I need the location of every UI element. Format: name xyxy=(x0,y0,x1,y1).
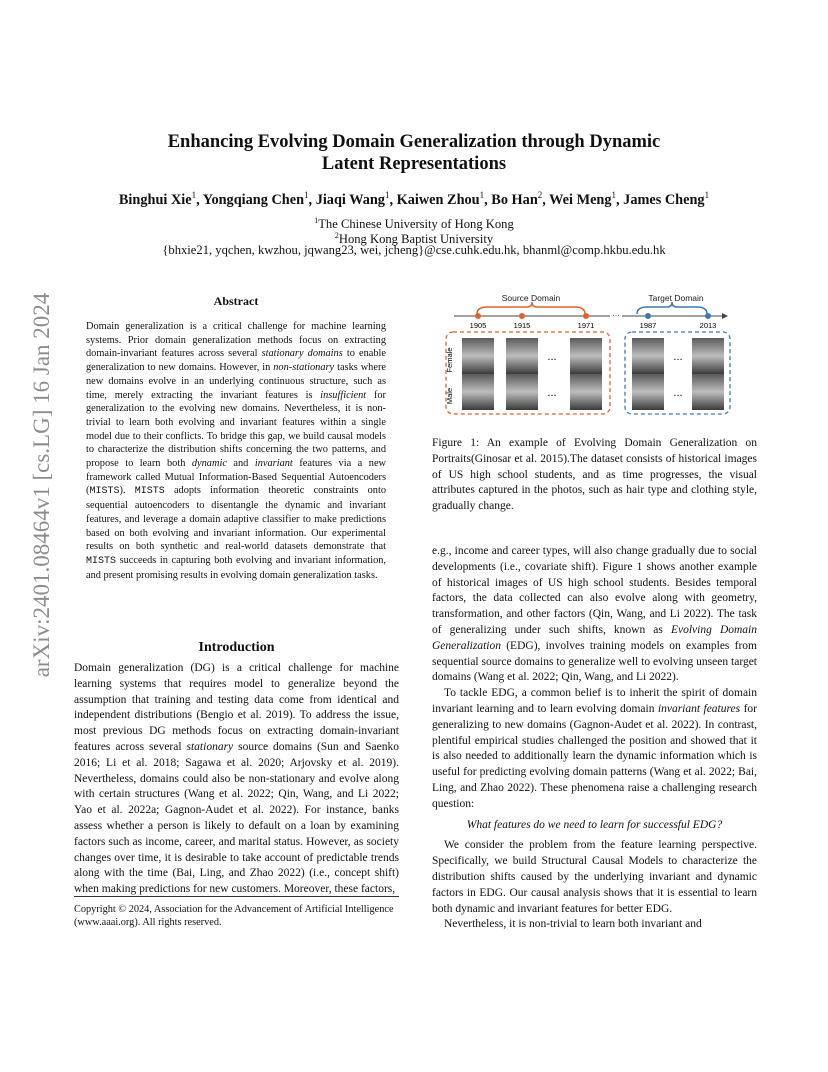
ellipsis: ... xyxy=(547,351,557,363)
affil-name: The Chinese University of Hong Kong xyxy=(318,217,514,232)
year-marker xyxy=(475,313,481,319)
portrait-image xyxy=(506,338,538,374)
section-title-introduction: Introduction xyxy=(198,640,275,655)
emphasis: invariant xyxy=(254,458,293,470)
year-marker xyxy=(519,313,525,319)
portrait-image xyxy=(570,338,602,374)
author-sup: 1 xyxy=(479,190,485,200)
year-label: 1971 xyxy=(577,321,595,330)
portrait-image xyxy=(692,338,724,374)
arxiv-stamp xyxy=(28,290,56,680)
paragraph xyxy=(432,686,757,812)
method-name: MISTS xyxy=(89,486,120,498)
text: to enable generalization to new domains. However, in xyxy=(86,348,387,374)
text: e.g., income and career types, will also change gradually due to social developments (i.e., covariate shift). Figure 1 shows another example of historical images of US high school students. Besides temporal factors, the data collected can also evolve along with geometry, transformation, and other factors (Qin, Wang, and Li 2022). The task of generalizing under such shifts, known as xyxy=(432,545,757,636)
text: tasks where new domains evolve in an underlying continuous structure, such as time, merely extracting the invariant features is xyxy=(86,362,386,401)
right-column-body xyxy=(432,544,757,933)
author: Jiaqi Wang xyxy=(315,191,385,208)
emphasis: invariant features xyxy=(657,702,741,715)
text: adopts information theoretic constraints onto sequential autoencoders to disentangle the dynamic and invariant features, and leverage a domain adaptive classifier to make predictions based on both evolving and invariant information. Our experimental results on both synthetic and real-world datasets demonstrate that xyxy=(86,485,386,553)
affil-sup: 2 xyxy=(334,231,339,240)
figure-1-graphic xyxy=(432,290,757,420)
row-label-male: Male xyxy=(445,387,454,405)
portrait-image xyxy=(692,374,724,410)
portrait-image xyxy=(632,374,664,410)
title-line-1: Enhancing Evolving Domain Generalization through Dynamic xyxy=(167,132,661,152)
timeline-gap: ⋯ xyxy=(612,313,620,320)
year-marker xyxy=(705,313,711,319)
portrait-image xyxy=(462,338,494,374)
year-label: 1905 xyxy=(469,321,487,330)
text: (EDG), involves training models on examples from sequential source domains to generalize well to evolving unseen target domains (Wang et al. 2022; Qin, Wang, and Li 2022). xyxy=(432,639,757,684)
text: and xyxy=(226,458,255,470)
arxiv-id: arXiv:2401.08464v1 [cs.LG] 16 Jan 2024 xyxy=(29,292,54,678)
text: features via a new framework called Mutual Information-Based Sequential Autoencoders ( xyxy=(86,458,387,497)
year-marker xyxy=(645,313,651,319)
portrait-image xyxy=(462,374,494,410)
author: Yongqiang Chen xyxy=(202,191,305,208)
abstract-paragraph xyxy=(86,320,386,582)
target-domain-label: Target Domain xyxy=(648,293,704,303)
author-list: Binghui Xie$^1$, Yongqiang Chen$^1$, Jiaqi Wang$^1$, Kaiwen Zhou$^1$, Bo Han$^2$, Wei Meng$^1$, James Cheng$^1$ xyxy=(118,190,710,208)
author: Binghui Xie xyxy=(118,191,192,208)
author-sup: 1 xyxy=(611,190,617,200)
paragraph: We consider the problem from the feature learning perspective. Specifically, we build Structural Causal Models to characterize the distribution shifts caused by the underlying invariant and dynamic factors in EDG. Our causal analysis shows that it is essential to learn both dynamic and invariant features for better EDG. xyxy=(432,839,757,915)
paragraph xyxy=(432,544,757,686)
author-emails: {bhxie21, yqchen, kwzhou, jqwang23, wei, jcheng}@cse.cuhk.edu.hk, bhanml@comp.hkbu.edu.hk xyxy=(162,243,666,257)
affil-name: Hong Kong Baptist University xyxy=(338,232,494,247)
emphasis: Evolving Domain Generalization xyxy=(432,623,758,652)
ellipsis: ... xyxy=(547,387,557,399)
row-label-female: Female xyxy=(445,347,454,373)
title-line-2: Latent Representations xyxy=(321,154,507,174)
portrait-image xyxy=(570,374,602,410)
abstract-title: Abstract xyxy=(213,294,259,308)
text: Domain generalization is a critical challenge for machine learning systems. Prior domain generalization methods focus on extracting domain-invariant features across several xyxy=(86,321,386,360)
emphasis: non-stationary xyxy=(273,362,335,374)
abstract-body xyxy=(86,320,386,582)
paragraph: Nevertheless, it is non-trivial to learn both invariant and xyxy=(444,918,702,931)
timeline-arrow xyxy=(722,313,728,319)
author-sup: 1 xyxy=(191,190,197,200)
emphasis: stationary xyxy=(186,740,234,753)
method-name: MISTS xyxy=(86,555,117,567)
year-marker xyxy=(583,313,589,319)
text: source domains (Sun and Saenko 2016; Li et al. 2018; Sagawa et al. 2020; Arjovsky et al. 2019). Nevertheless, domains could also be non-stationary and evolve along with certain structures (Wang et al. 2022; Qin, Wang, and Li 2022; Yao et al. 2022a; Gagnon-Audet et al. 2022). For instance, banks assess whether a person is likely to default on a loan by examining factors such as income, career, and marital status. However, as society changes over time, it is desirable to take account of predictable trends along with the time (Bai, Ling, and Zhao 2022) (i.e., concept shift) when making predictions for new customers. Moreover, these factors, xyxy=(74,740,400,896)
target-brace xyxy=(637,302,707,314)
emphasis: insufficient xyxy=(320,389,367,401)
text: for generalizing to new domains (Gagnon-Audet et al. 2022). In contrast, plentiful empirical studies challenged the position and showed that it is also needed to additionally learn the dynamic information which is useful for predicting evolving domain patterns (Wang et al. 2022; Bai, Ling, and Zhao 2022). These phenomena raise a challenging research question: xyxy=(432,702,757,810)
affil-sup: 1 xyxy=(314,216,319,225)
year-label: 1915 xyxy=(513,321,531,330)
author: James Cheng xyxy=(623,191,705,208)
figure-1 xyxy=(432,290,757,420)
year-label: 1987 xyxy=(639,321,657,330)
portrait-image xyxy=(506,374,538,410)
introduction-body xyxy=(74,661,399,898)
emphasis: stationary domains xyxy=(261,348,343,360)
source-brace xyxy=(477,302,585,314)
author-sup: 1 xyxy=(704,190,710,200)
author-sup: 2 xyxy=(537,190,543,200)
ellipsis: ... xyxy=(673,351,683,363)
text: ). xyxy=(119,485,135,497)
portrait-image xyxy=(632,338,664,374)
text: To tackle EDG, a common belief is to inherit the spirit of domain invariant learning and to learn evolving domain xyxy=(432,687,757,715)
author: Bo Han xyxy=(491,191,538,208)
author: Kaiwen Zhou xyxy=(396,191,480,208)
figure-1-caption: Figure 1: An example of Evolving Domain Generalization on Portraits(Ginosar et al. 2015).The dataset consists of historical images of US high school students, and as time progresses, the visual attributes captured in the photos, such as hair type and clothing style, gradually change. xyxy=(432,437,757,513)
author-sup: 1 xyxy=(384,190,390,200)
year-label: 2013 xyxy=(699,321,717,330)
emphasis: dynamic xyxy=(191,458,227,470)
text: Domain generalization (DG) is a critical challenge for machine learning systems that requires model to generalize beyond the assumption that training and testing data come from identical and independent distributions (Bengio et al. 2019). To address the issue, most previous DG methods focus on extracting domain-invariant features across several xyxy=(74,662,399,753)
text: for generalization to the evolving new domains. Nevertheless, it is non-trivial to learn both evolving and invariant features within a single model due to their conflicts. To bridge this gap, we build causal models to characterize the distribution shifts concerning the two patterns, and propose to learn both xyxy=(86,389,386,470)
method-name: MISTS xyxy=(134,486,165,498)
paper-title xyxy=(100,131,728,175)
research-question: What features do we need to learn for successful EDG? xyxy=(466,818,723,831)
intro-paragraph xyxy=(74,661,399,898)
author: Wei Meng xyxy=(549,191,612,208)
author-sup: 1 xyxy=(304,190,309,200)
ellipsis: ... xyxy=(673,387,683,399)
copyright-footnote: Copyright © 2024, Association for the Advancement of Artificial Intelligence (www.aaai.org). All rights reserved. xyxy=(74,896,399,929)
text: succeeds in capturing both evolving and invariant information, and present promising results in evolving domain generalization tasks. xyxy=(86,554,386,581)
source-domain-label: Source Domain xyxy=(501,293,561,303)
